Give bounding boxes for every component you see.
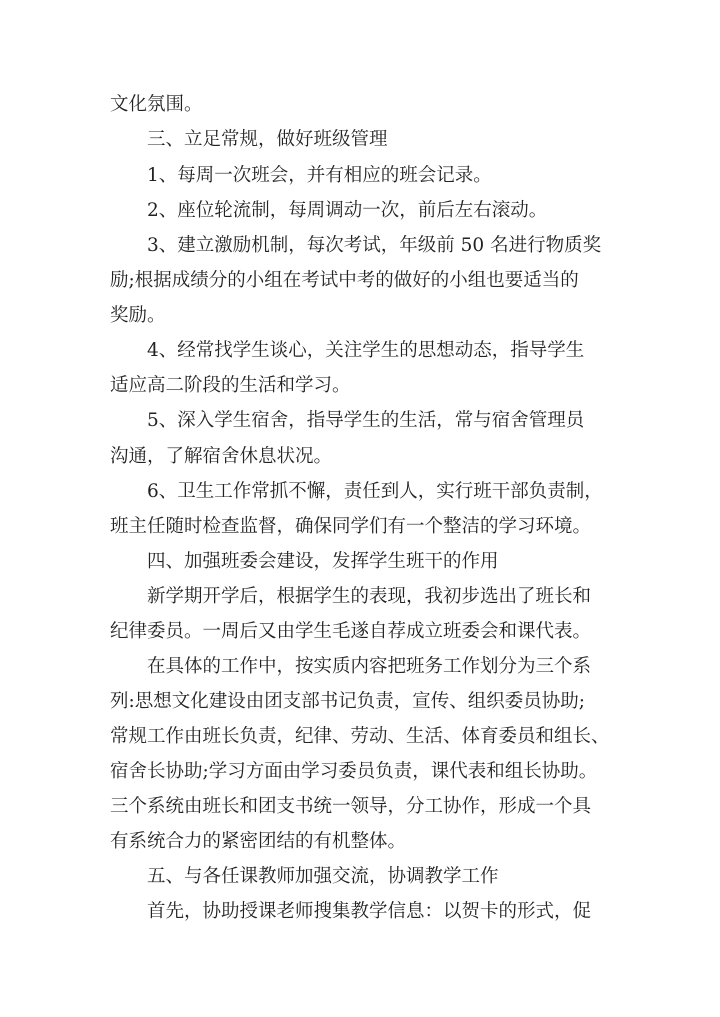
text-line-9: 适应高二阶段的生活和学习。	[110, 375, 351, 396]
text-line-1: 文化氛围。	[110, 94, 203, 115]
text-line-17: 在具体的工作中，按实质内容把班务工作划分为三个系	[147, 656, 592, 677]
text-line-15: 新学期开学后，根据学生的表现，我初步选出了班长和	[147, 586, 592, 607]
text-line-4: 2、座位轮流制，每周调动一次，前后左右滚动。	[147, 200, 548, 221]
text-line-19: 常规工作由班长负责，纪律、劳动、生活、体育委员和组长、	[110, 726, 610, 747]
text-line-6: 励;根据成绩分的小组在考试中考的做好的小组也要适当的	[110, 270, 579, 291]
text-line-10: 5、深入学生宿舍，指导学生的生活，常与宿舍管理员	[147, 410, 585, 431]
text-line-12: 6、卫生工作常抓不懈，责任到人，实行班干部负责制，	[147, 481, 603, 502]
text-line-11: 沟通，了解宿舍休息状况。	[110, 446, 333, 467]
text-line-22: 有系统合力的紧密团结的有机整体。	[110, 831, 407, 852]
text-line-21: 三个系统由班长和团支书统一领导，分工协作，形成一个具	[110, 796, 592, 817]
text-line-18: 列:思想文化建设由团支部书记负责，宣传、组织委员协助;	[110, 691, 585, 712]
text-line-7: 奖励。	[110, 305, 166, 326]
text-line-5: 3、建立激励机制，每次考试，年级前 50 名进行物质奖	[147, 235, 602, 256]
section-heading-3: 三、立足常规，做好班级管理	[147, 129, 388, 150]
text-line-3: 1、每周一次班会，并有相应的班会记录。	[147, 165, 492, 186]
text-line-8: 4、经常找学生谈心，关注学生的思想动态，指导学生	[147, 340, 585, 361]
text-line-16: 纪律委员。一周后又由学生毛遂自荐成立班委会和课代表。	[110, 621, 592, 642]
section-heading-4: 四、加强班委会建设，发挥学生班干的作用	[147, 551, 499, 572]
text-line-24: 首先，协助授课老师搜集教学信息：以贺卡的形式，促	[147, 901, 592, 922]
section-heading-5: 五、与各任课教师加强交流，协调教学工作	[147, 866, 499, 887]
text-line-13: 班主任随时检查监督，确保同学们有一个整洁的学习环境。	[110, 516, 592, 537]
text-line-20: 宿舍长协助;学习方面由学习委员负责，课代表和组长协助。	[110, 761, 598, 782]
